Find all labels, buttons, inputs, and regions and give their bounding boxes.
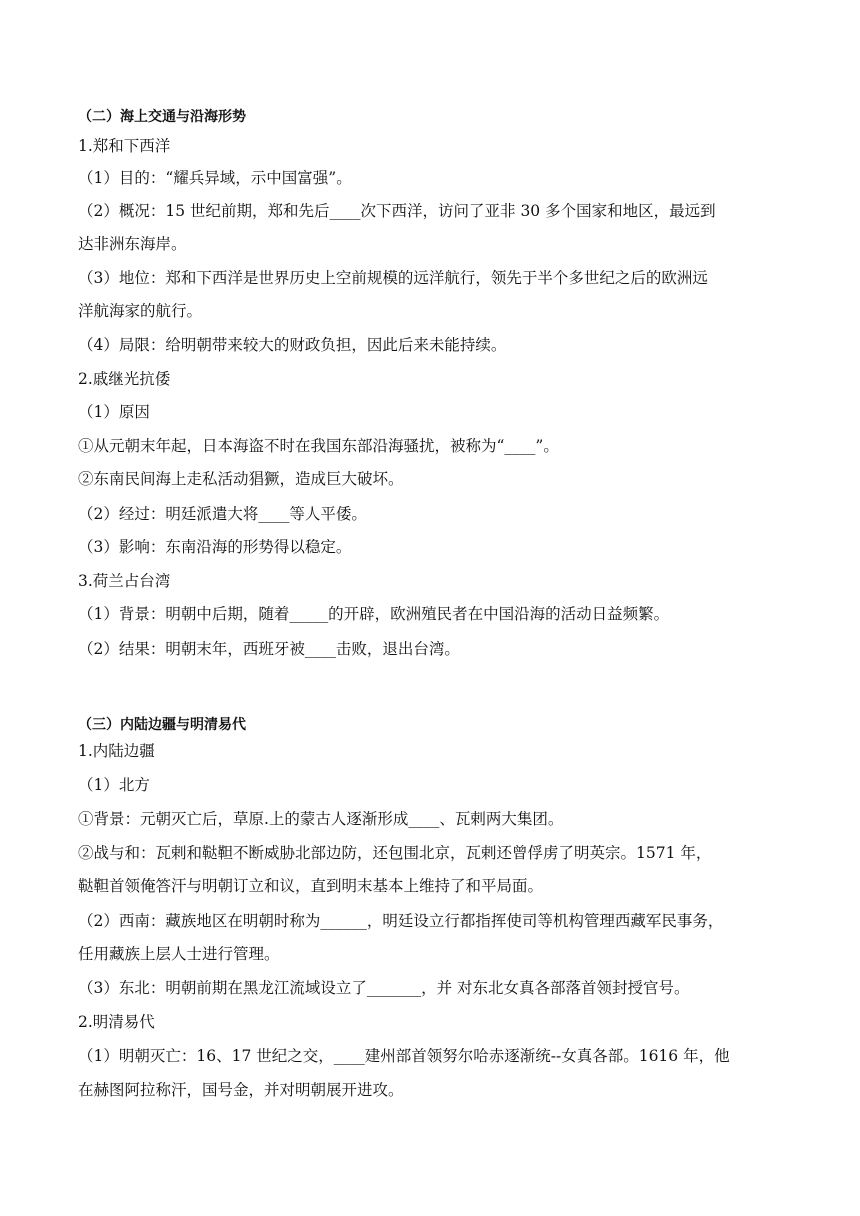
text-line: 达非洲东海岸。 [78, 235, 187, 253]
text-line: （3）东北：明朝前期在黑龙江流域设立了_______，并 对东北女真各部落首领封授官号。 [78, 979, 690, 997]
text-line: ②战与和：瓦剌和鞑靼不断威胁北部边防，还包围北京，瓦剌还曾俘虏了明英宗。1571 年， [78, 844, 712, 862]
text-line: （1）明朝灭亡：16、17 世纪之交，____建州部首领努尔哈赤逐渐统--女真各部。1616 年，他 [78, 1047, 730, 1065]
text-line: 鞑靼首领俺答汗与明朝订立和议，直到明末基本上维持了和平局面。 [78, 877, 544, 895]
text-line: 2.戚继光抗倭 [78, 370, 171, 388]
text-line: 任用藏族上层人士进行管理。 [78, 945, 280, 963]
text-line: （4）局限：给明朝带来较大的财政负担，因此后来未能持续。 [78, 336, 507, 354]
text-line: 在赫图阿拉称汗，国号金，并对明朝展开进攻。 [78, 1081, 404, 1099]
section-heading: （三）内陆边疆与明清易代 [78, 717, 246, 733]
text-line: 1.郑和下西洋 [78, 137, 171, 155]
text-line: （1）背景：明朝中后期，随着_____的开辟，欧洲殖民者在中国沿海的活动日益频繁。 [78, 605, 670, 623]
text-line: （3）地位：郑和下西洋是世界历史上空前规模的远洋航行，领先于半个多世纪之后的欧洲远 [78, 269, 708, 287]
text-line: 3.荷兰占台湾 [78, 572, 171, 590]
text-line: 1.内陆边疆 [78, 742, 155, 760]
text-line: （2）结果：明朝末年，西班牙被____击败，退出台湾。 [78, 640, 460, 658]
text-line: ②东南民间海上走私活动猖獗，造成巨大破坏。 [78, 470, 404, 488]
text-line: ①从元朝末年起，日本海盗不时在我国东部沿海骚扰，被称为“____”。 [78, 437, 559, 455]
text-line: （1）目的：“耀兵异域，示中国富强”。 [78, 169, 352, 187]
text-line: 2.明清易代 [78, 1013, 155, 1031]
text-line: （1）原因 [78, 403, 150, 421]
text-line: ①背景：元朝灭亡后，草原.上的蒙古人逐渐形成____、瓦剌两大集团。 [78, 810, 564, 828]
text-line: （2）经过：明廷派遣大将____等人平倭。 [78, 505, 367, 523]
section-heading: （二）海上交通与沿海形势 [78, 109, 246, 125]
text-line: 洋航海家的航行。 [78, 302, 203, 320]
text-line: （3）影响：东南沿海的形势得以稳定。 [78, 538, 352, 556]
text-line: （2）西南：藏族地区在明朝时称为______，明廷设立行都指挥使司等机构管理西藏军民事务， [78, 912, 724, 930]
text-line: （1）北方 [78, 776, 150, 794]
text-line: （2）概况：15 世纪前期，郑和先后____次下西洋，访问了亚非 30 多个国家和地区，最远到 [78, 202, 716, 220]
